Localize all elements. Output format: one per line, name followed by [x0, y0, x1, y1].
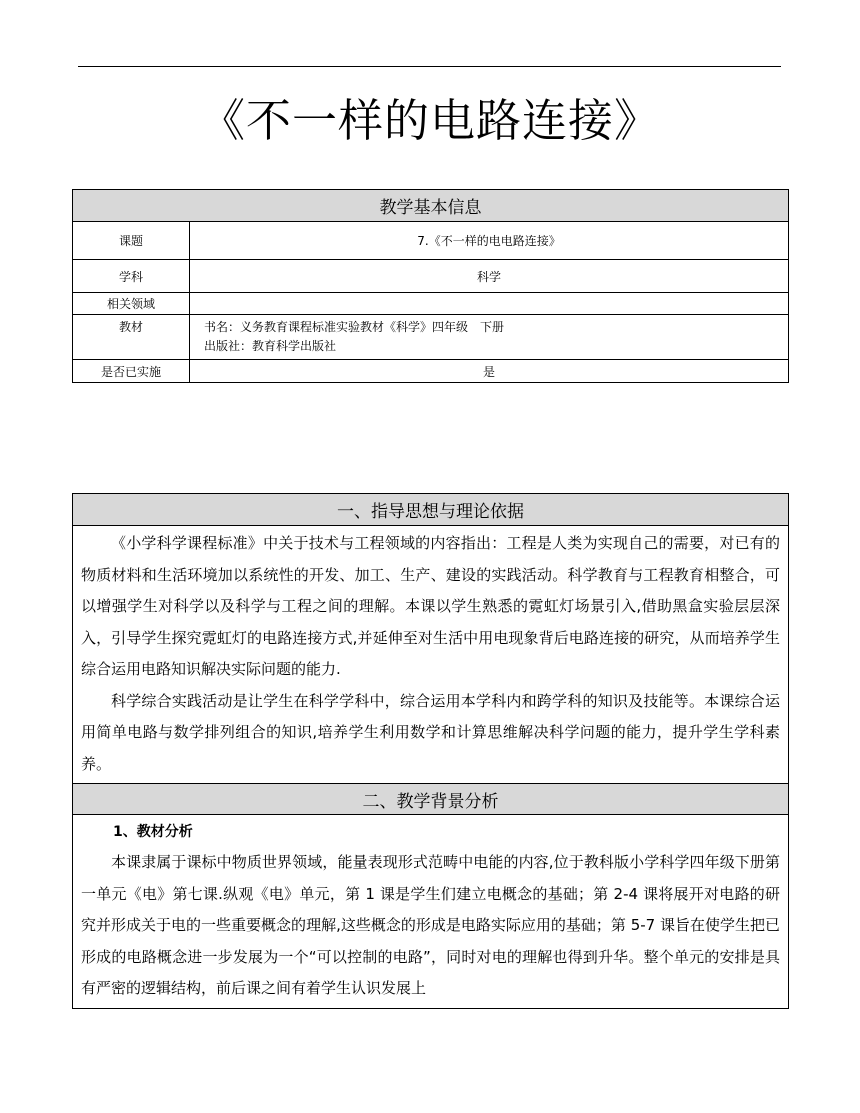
row-value-topic: 7.《不一样的电电路连接》	[190, 222, 789, 260]
row-label-field: 相关领域	[73, 293, 190, 315]
row-value-field	[190, 293, 789, 315]
sections-table	[72, 493, 789, 1009]
row-label-subject: 学科	[73, 260, 190, 293]
section2-paragraph-1: 本课隶属于课标中物质世界领域，能量表现形式范畴中电能的内容,位于教科版小学科学四年级下册第一单元《电》第七课.纵观《电》单元，第 1 课是学生们建立电概念的基础；第 2-4 课将展开对电路的研究并形成关于电的一些重要概念的理解,这些概念的形成是电路实际应用的基础；第 5-7 课旨在使学生把已形成的电路概念进一步发展为一个“可以控制的电路”，同时对电的理解也得到升华。整个单元的安排是具有严密的逻辑结构，前后课之间有着学生认识发展上	[81, 853, 780, 997]
row-value-subject: 科学	[190, 260, 789, 293]
section1-paragraph-1: 《小学科学课程标准》中关于技术与工程领域的内容指出：工程是人类为实现自己的需要，对已有的物质材料和生活环境加以系统性的开发、加工、生产、建设的实践活动。科学教育与工程教育相整合，可以增强学生对科学以及科学与工程之间的理解。本课以学生熟悉的霓虹灯场景引入,借助黑盒实验层层深入，引导学生探究霓虹灯的电路连接方式,并延伸至对生活中用电现象背后电路连接的研究，从而培养学生综合运用电路知识解决实际问题的能力.	[81, 534, 780, 678]
row-label-topic: 课题	[73, 222, 190, 260]
header-rule	[78, 66, 781, 67]
row-value-textbook	[190, 315, 789, 360]
section2-body	[73, 815, 789, 1009]
basic-info-header: 教学基本信息	[73, 190, 789, 222]
textbook-publisher: 出版社：教育科学出版社	[204, 339, 337, 353]
section1-header: 一、指导思想与理论依据	[73, 494, 789, 526]
section1-body	[73, 526, 789, 784]
row-value-implemented: 是	[190, 360, 789, 383]
row-label-textbook: 教材	[73, 315, 190, 360]
row-label-implemented: 是否已实施	[73, 360, 190, 383]
document-title: 《不一样的电路连接》	[199, 94, 660, 147]
textbook-name: 书名：义务教育课程标准实验教材《科学》四年级 下册	[204, 320, 505, 334]
basic-info-table	[72, 189, 789, 383]
section2-subheading: 1、教材分析	[113, 824, 193, 840]
section2-header: 二、教学背景分析	[73, 784, 789, 815]
section1-paragraph-2: 科学综合实践活动是让学生在科学学科中，综合运用本学科内和跨学科的知识及技能等。本课综合运用简单电路与数学排列组合的知识,培养学生利用数学和计算思维解决科学问题的能力，提升学生学科素养。	[81, 691, 780, 773]
